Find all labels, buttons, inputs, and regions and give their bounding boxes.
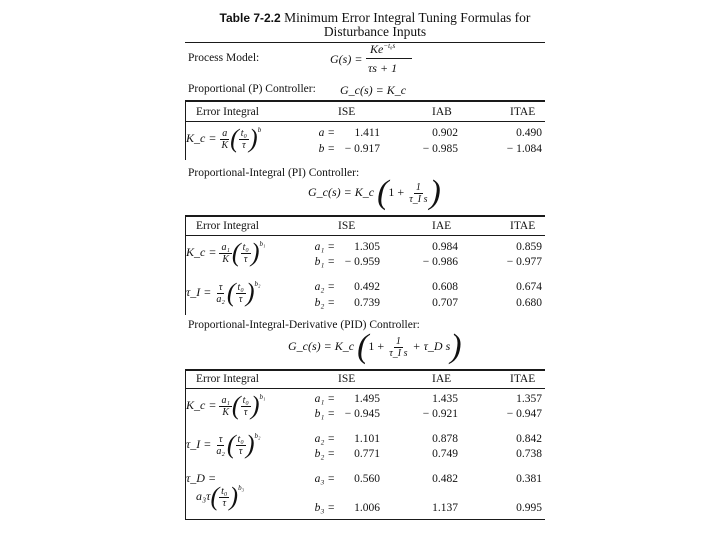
pid-row-a1-ise: 1.495: [354, 393, 380, 405]
pi-row-b1-itae: − 0.977: [506, 256, 542, 268]
pi-row-a2-param: a₂ =: [314, 281, 335, 293]
pi-row-b1-ise: − 0.959: [344, 256, 380, 268]
pid-row-b2-ise: 0.771: [354, 448, 380, 460]
p-row-b-ise: − 0.917: [344, 143, 380, 155]
pid-row-b3-ise: 1.006: [354, 502, 380, 514]
pi-row-a1-ise: 1.305: [354, 241, 380, 253]
pi-row-a2-itae: 0.674: [516, 281, 542, 293]
pid-row-a3-ise: 0.560: [354, 473, 380, 485]
pid-row-a1-itae: 1.357: [516, 393, 542, 405]
pid-header-iae: IAE: [432, 373, 452, 385]
p-row-b-iae: − 0.985: [422, 143, 458, 155]
pid-row-a3-iae: 0.482: [432, 473, 458, 485]
pid-row-b2-param: b₂ =: [314, 448, 335, 460]
pid-row-b1-ise: − 0.945: [344, 408, 380, 420]
process-model-numerator: $Ke^{-t_0s}$: [370, 42, 396, 56]
pi-row-b1-param: b₁ =: [314, 256, 335, 268]
p-row-a-ise: 1.411: [354, 127, 380, 139]
pid-row-a2-itae: 0.842: [516, 433, 542, 445]
pi-row-a1-itae: 0.859: [516, 241, 542, 253]
pid-row-a2-param: a₂ =: [314, 433, 335, 445]
pid-taud-formula: a₃τ( $\frac{\text{t₀}}{\tau}$ )$^{b_3}$: [196, 482, 245, 511]
pid-table-top-rule: [185, 369, 545, 371]
pi-row-a2-iae: 0.608: [432, 281, 458, 293]
pid-row-b3-iae: 1.137: [432, 502, 458, 514]
pi-table-top-rule: [185, 215, 545, 217]
pi-controller-formula: G_c(s) = K_c (1 + $\frac{1}{\text{τ\_I s}}$ ): [308, 174, 441, 211]
pi-header-rule: [185, 235, 545, 236]
p-table-top-rule: [185, 100, 545, 102]
pi-row-b2-itae: 0.680: [516, 297, 542, 309]
pid-taui-formula: τ_I = $\frac{\tau}{\text{a₂}}$ ( $\frac{\text{t₀}}{\tau}$ )$^{b_2}$: [186, 430, 261, 459]
process-model-lhs: G(s) =: [330, 52, 363, 66]
p-controller-formula: G_c(s) = K_c: [340, 83, 407, 97]
table-number: Table 7-2.2: [219, 11, 281, 25]
pi-row-b2-param: b₂ =: [314, 297, 335, 309]
pid-row-b3-itae: 0.995: [516, 502, 542, 514]
pid-row-b2-itae: 0.738: [516, 448, 542, 460]
pid-row-b2-iae: 0.749: [432, 448, 458, 460]
p-row-b-itae: − 1.084: [506, 143, 542, 155]
process-model-denominator: τs + 1: [368, 61, 398, 75]
pid-row-a1-iae: 1.435: [432, 393, 458, 405]
title-rule: [185, 42, 545, 43]
pi-header-itae: ITAE: [510, 220, 536, 232]
p-header-iae: IAB: [432, 106, 452, 118]
p-header-ise: ISE: [338, 106, 356, 118]
p-header-itae: ITAE: [510, 106, 536, 118]
pi-header-ise: ISE: [338, 220, 356, 232]
pid-header-rule: [185, 388, 545, 389]
pi-row-b1-iae: − 0.986: [422, 256, 458, 268]
p-row-a-iae: 0.902: [432, 127, 458, 139]
pid-row-a2-iae: 0.878: [432, 433, 458, 445]
pi-row-b2-iae: 0.707: [432, 297, 458, 309]
p-header-rule: [185, 121, 545, 122]
p-header-error-integral: Error Integral: [196, 106, 259, 118]
p-row-a-itae: 0.490: [516, 127, 542, 139]
process-model-fraction-bar: [366, 58, 412, 59]
title-line-1: Minimum Error Integral Tuning Formulas for: [284, 10, 531, 25]
pid-kc-formula: K_c = $\frac{\text{a₁}}{K}$ ( $\frac{\text{t₀}}{\tau}$ )$^{b_1}$: [186, 391, 266, 420]
pid-header-error-integral: Error Integral: [196, 373, 259, 385]
process-model-label: Process Model:: [188, 52, 260, 64]
pid-table-left-rule: [185, 369, 186, 519]
pid-table-bottom-rule: [185, 519, 545, 520]
pid-row-a3-param: a₃ =: [314, 473, 335, 485]
pid-header-ise: ISE: [338, 373, 356, 385]
p-row-b-param: b =: [318, 143, 335, 155]
pid-controller-formula: G_c(s) = K_c (1 + $\frac{1}{\text{τ\_I s}}$ + τ_D s): [288, 328, 462, 365]
p-row-a-param: a =: [318, 127, 335, 139]
pi-kc-formula: K_c = $\frac{\text{a₁}}{K}$ ( $\frac{\text{t₀}}{\tau}$ )$^{b_1}$: [186, 238, 266, 267]
pid-controller-label: Proportional-Integral-Derivative (PID) Controller:: [188, 319, 420, 331]
p-controller-label: Proportional (P) Controller:: [188, 83, 316, 95]
pi-row-a1-param: a₁ =: [314, 241, 335, 253]
pid-row-a2-ise: 1.101: [354, 433, 380, 445]
pi-taui-formula: τ_I = $\frac{\tau}{\text{a₂}}$ ( $\frac{\text{t₀}}{\tau}$ )$^{b_2}$: [186, 278, 261, 307]
pi-row-b2-ise: 0.739: [354, 297, 380, 309]
pi-header-iae: IAE: [432, 220, 452, 232]
pid-row-b3-param: b₃ =: [314, 502, 335, 514]
pid-row-b1-param: b₁ =: [314, 408, 335, 420]
pid-taud-lhs: τ_D =: [186, 471, 217, 485]
pi-header-error-integral: Error Integral: [196, 220, 259, 232]
pi-controller-label: Proportional-Integral (PI) Controller:: [188, 167, 360, 179]
pi-row-a2-ise: 0.492: [354, 281, 380, 293]
pid-row-a3-itae: 0.381: [516, 473, 542, 485]
pid-row-b1-itae: − 0.947: [506, 408, 542, 420]
pid-header-itae: ITAE: [510, 373, 536, 385]
title-line-2: Disturbance Inputs: [323, 24, 427, 39]
pi-table-left-rule: [185, 215, 186, 315]
p-table-left-rule: [185, 100, 186, 160]
pid-row-a1-param: a₁ =: [314, 393, 335, 405]
p-kc-formula: K_c = $\frac{a}{K}$ ( $\frac{\text{t₀}}{\tau}$ )$^b$: [186, 124, 262, 153]
pid-row-b1-iae: − 0.921: [422, 408, 458, 420]
pi-row-a1-iae: 0.984: [432, 241, 458, 253]
